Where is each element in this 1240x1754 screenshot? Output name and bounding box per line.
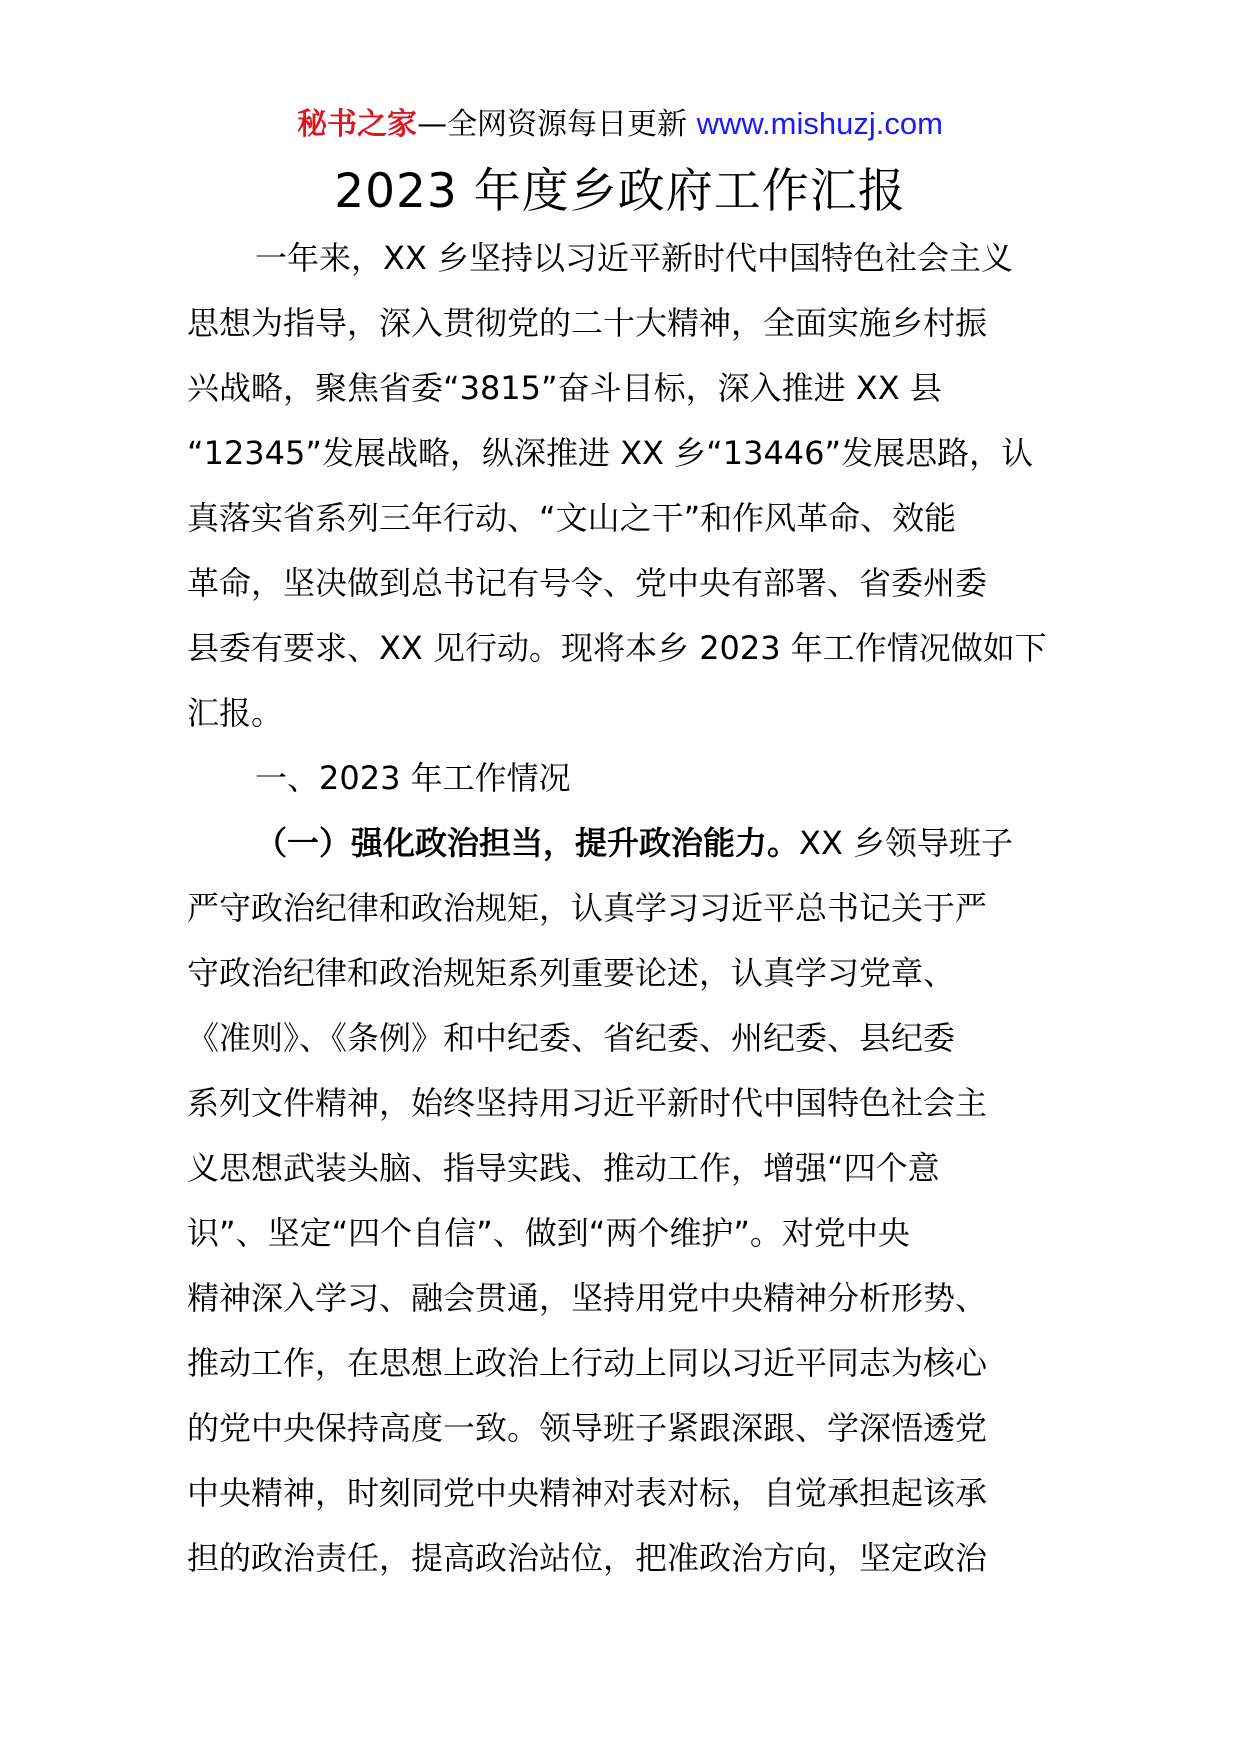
paragraph-line: 中央精神，时刻同党中央精神对表对标，自觉承担起该承 (187, 1474, 988, 1512)
paragraph-line: 汇报。 (187, 694, 284, 732)
paragraph-line: 兴战略，聚焦省委“3815”奋斗目标，深入推进 XX 县 (187, 369, 942, 407)
paragraph-line: 革命，坚决做到总书记有号令、党中央有部署、省委州委 (187, 564, 988, 602)
paragraph-line: 推动工作，在思想上政治上行动上同以习近平同志为核心 (187, 1344, 988, 1382)
brand-name: 秘书之家 (297, 107, 418, 142)
site-header (0, 104, 1240, 145)
paragraph-line: 的党中央保持高度一致。领导班子紧跟深跟、学深悟透党 (187, 1409, 988, 1447)
paragraph-line: 系列文件精神，始终坚持用习近平新时代中国特色社会主 (187, 1084, 988, 1122)
paragraph-line: “12345”发展战略，纵深推进 XX 乡“13446”发展思路，认 (187, 434, 1034, 472)
document-title: 2023 年度乡政府工作汇报 (334, 164, 906, 219)
paragraph-line: 思想为指导，深入贯彻党的二十大精神，全面实施乡村振 (187, 304, 988, 342)
paragraph-line: 义思想武装头脑、指导实践、推动工作，增强“四个意 (187, 1149, 940, 1187)
document-body (187, 226, 1057, 1591)
paragraph-line: 县委有要求、XX 见行动。现将本乡 2023 年工作情况做如下 (187, 629, 1047, 667)
header-tagline: —全网资源每日更新 (417, 107, 697, 142)
paragraph-line: 识”、坚定“四个自信”、做到“两个维护”。对党中央 (187, 1214, 910, 1252)
paragraph-line: 守政治纪律和政治规矩系列重要论述，认真学习党章、 (187, 954, 956, 992)
paragraph-line: 真落实省系列三年行动、“文山之干”和作风革命、效能 (187, 499, 957, 537)
subsection-line (187, 811, 1057, 876)
paragraph-line: 精神深入学习、融会贯通，坚持用党中央精神分析形势、 (187, 1279, 988, 1317)
paragraph-line: 《准则》、《条例》和中纪委、省纪委、州纪委、县纪委 (187, 1019, 956, 1057)
section-heading: 一、2023 年工作情况 (255, 759, 571, 797)
paragraph-line: 一年来，XX 乡坚持以习近平新时代中国特色社会主义 (255, 239, 1014, 277)
paragraph-line: 担的政治责任，提高政治站位，把准政治方向，坚定政治 (187, 1539, 988, 1577)
paragraph-text: XX 乡领导班子 (799, 824, 1014, 862)
subsection-heading: （一）强化政治担当，提升政治能力。 (255, 824, 800, 862)
paragraph-line: 严守政治纪律和政治规矩，认真学习习近平总书记关于严 (187, 889, 988, 927)
site-url-link[interactable]: www.mishuzj.com (696, 106, 943, 141)
